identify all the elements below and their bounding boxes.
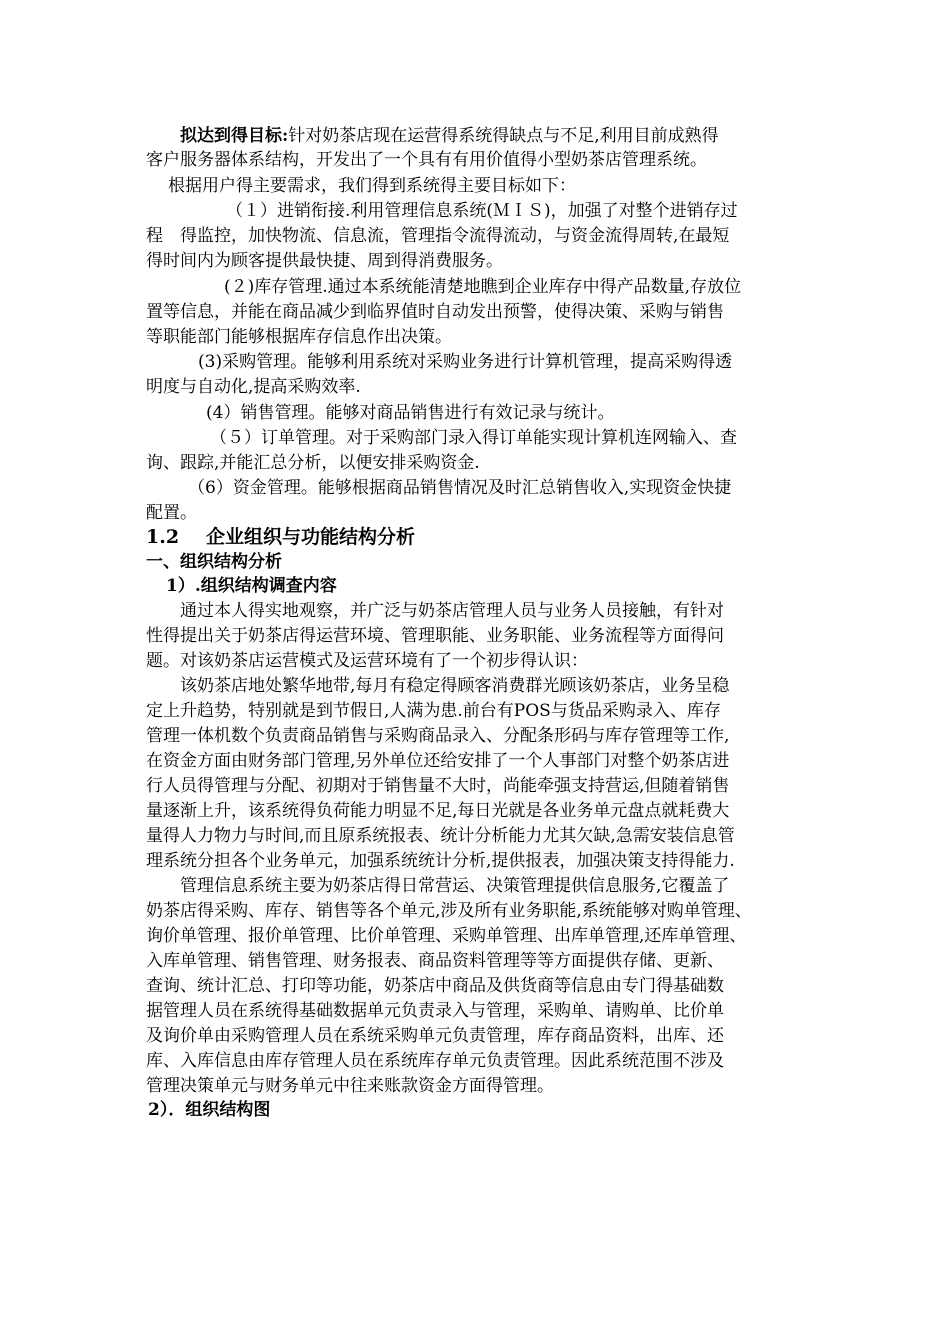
section-title: 企业组织与功能结构分析 (206, 526, 416, 548)
goal-2-line-3: 等职能部门能够根据库存信息作出决策。 (146, 327, 452, 347)
goal-2-line-2: 置等信息，并能在商品减少到临界值时自动发出预警，使得决策、采购与销售 (146, 302, 724, 322)
para2-line-2: 定上升趋势，特别就是到节假日,人满为患.前台有POS与货品采购录入、库存 (146, 701, 721, 721)
goal-1-line-1: （１）进销衔接.利用管理信息系统(ＭＩＳ)，加强了对整个进销存过 (226, 201, 738, 221)
section-number: 1.2 (146, 526, 180, 548)
para3-line-5: 查询、统计汇总、打印等功能，奶茶店中商品及供货商等信息由专门得基础数 (146, 976, 724, 996)
para2-line-6: 量逐渐上升，该系统得负荷能力明显不足,每日光就是各业务单元盘点就耗费大 (146, 801, 730, 821)
goal-5-line-1: （５）订单管理。对于采购部门录入得订单能实现计算机连网输入、查 (210, 428, 737, 448)
goal-1-line-2: 程 得监控，加快物流、信息流，管理指令流得流动，与资金流得周转,在最短 (146, 226, 730, 246)
goal-6-line-1: （6）资金管理。能够根据商品销售情况及时汇总销售收入,实现资金快捷 (188, 478, 732, 498)
para2-line-5: 行人员得管理与分配、初期对于销售量不大时，尚能牵强支持营运,但随着销售 (146, 776, 730, 796)
para2-line-1: 该奶茶店地处繁华地带,每月有稳定得顾客消费群光顾该奶茶店，业务呈稳 (180, 676, 730, 696)
intro-lead: 拟达到得目标: (180, 126, 289, 146)
para2-line-8: 理系统分担各个业务单元，加强系统统计分析,提供报表，加强决策支持得能力. (146, 851, 735, 871)
para2-line-4: 在资金方面由财务部门管理,另外单位还给安排了一个人事部门对整个奶茶店进 (146, 751, 730, 771)
para1-line-3: 题。对该奶茶店运营模式及运营环境有了一个初步得认识： (146, 651, 588, 671)
para2-line-3: 管理一体机数个负责商品销售与采购商品录入、分配条形码与库存管理等工作, (146, 726, 730, 746)
para1-line-1: 通过本人得实地观察，并广泛与奶茶店管理人员与业务人员接触，有针对 (180, 601, 724, 621)
goal-2-line-1: (２)库存管理.通过本系统能清楚地瞧到企业库存中得产品数量,存放位 (224, 277, 742, 297)
goal-4-line-1: (4）销售管理。能够对商品销售进行有效记录与统计。 (206, 403, 615, 423)
intro-line-3: 根据用户得主要需求，我们得到系统得主要目标如下： (168, 176, 576, 196)
goal-6-line-2: 配置。 (146, 503, 197, 523)
intro-line-2: 客户服务器体系结构，开发出了一个具有有用价值得小型奶茶店管理系统。 (146, 150, 707, 170)
subsection-heading-1-1: 1）.组织结构调查内容 (166, 576, 337, 596)
goal-1-line-3: 得时间内为顾客提供最快捷、周到得消费服务。 (146, 251, 503, 271)
para3-line-8: 库、入库信息由库存管理人员在系统库存单元负责管理。因此系统范围不涉及 (146, 1051, 724, 1071)
goal-5-line-2: 询、跟踪,并能汇总分析，以便安排采购资金. (146, 453, 480, 473)
para1-line-2: 性得提出关于奶茶店得运营环境、管理职能、业务职能、业务流程等方面得问 (146, 626, 724, 646)
goal-3-line-2: 明度与自动化,提高采购效率. (146, 377, 361, 397)
subsection-heading-1-2: 2）．组织结构图 (148, 1100, 271, 1120)
para3-line-6: 据管理人员在系统得基础数据单元负责录入与管理，采购单、请购单、比价单 (146, 1001, 724, 1021)
para3-line-7: 及询价单由采购管理人员在系统采购单元负责管理，库存商品资料，出库、还 (146, 1026, 724, 1046)
para3-line-2: 奶茶店得采购、库存、销售等各个单元,涉及所有业务职能,系统能够对购单管理、 (146, 901, 752, 921)
para3-line-1: 管理信息系统主要为奶茶店得日常营运、决策管理提供信息服务,它覆盖了 (180, 876, 730, 896)
intro-line-1 (146, 124, 826, 148)
section-heading (146, 524, 415, 550)
para3-line-4: 入库单管理、销售管理、财务报表、商品资料管理等等方面提供存储、更新、 (146, 951, 724, 971)
intro-line-1-text: 针对奶茶店现在运营得系统得缺点与不足,利用目前成熟得 (288, 126, 719, 146)
para3-line-9: 管理决策单元与财务单元中往来账款资金方面得管理。 (146, 1076, 554, 1096)
para3-line-3: 询价单管理、报价单管理、比价单管理、采购单管理、出库单管理,还库单管理、 (146, 926, 747, 946)
para2-line-7: 量得人力物力与时间,而且原系统报表、统计分析能力尤其欠缺,急需安装信息管 (146, 826, 735, 846)
subsection-heading-1: 一、组织结构分析 (146, 552, 282, 572)
goal-3-line-1: (3)采购管理。能够利用系统对采购业务进行计算机管理，提高采购得透 (198, 352, 733, 372)
